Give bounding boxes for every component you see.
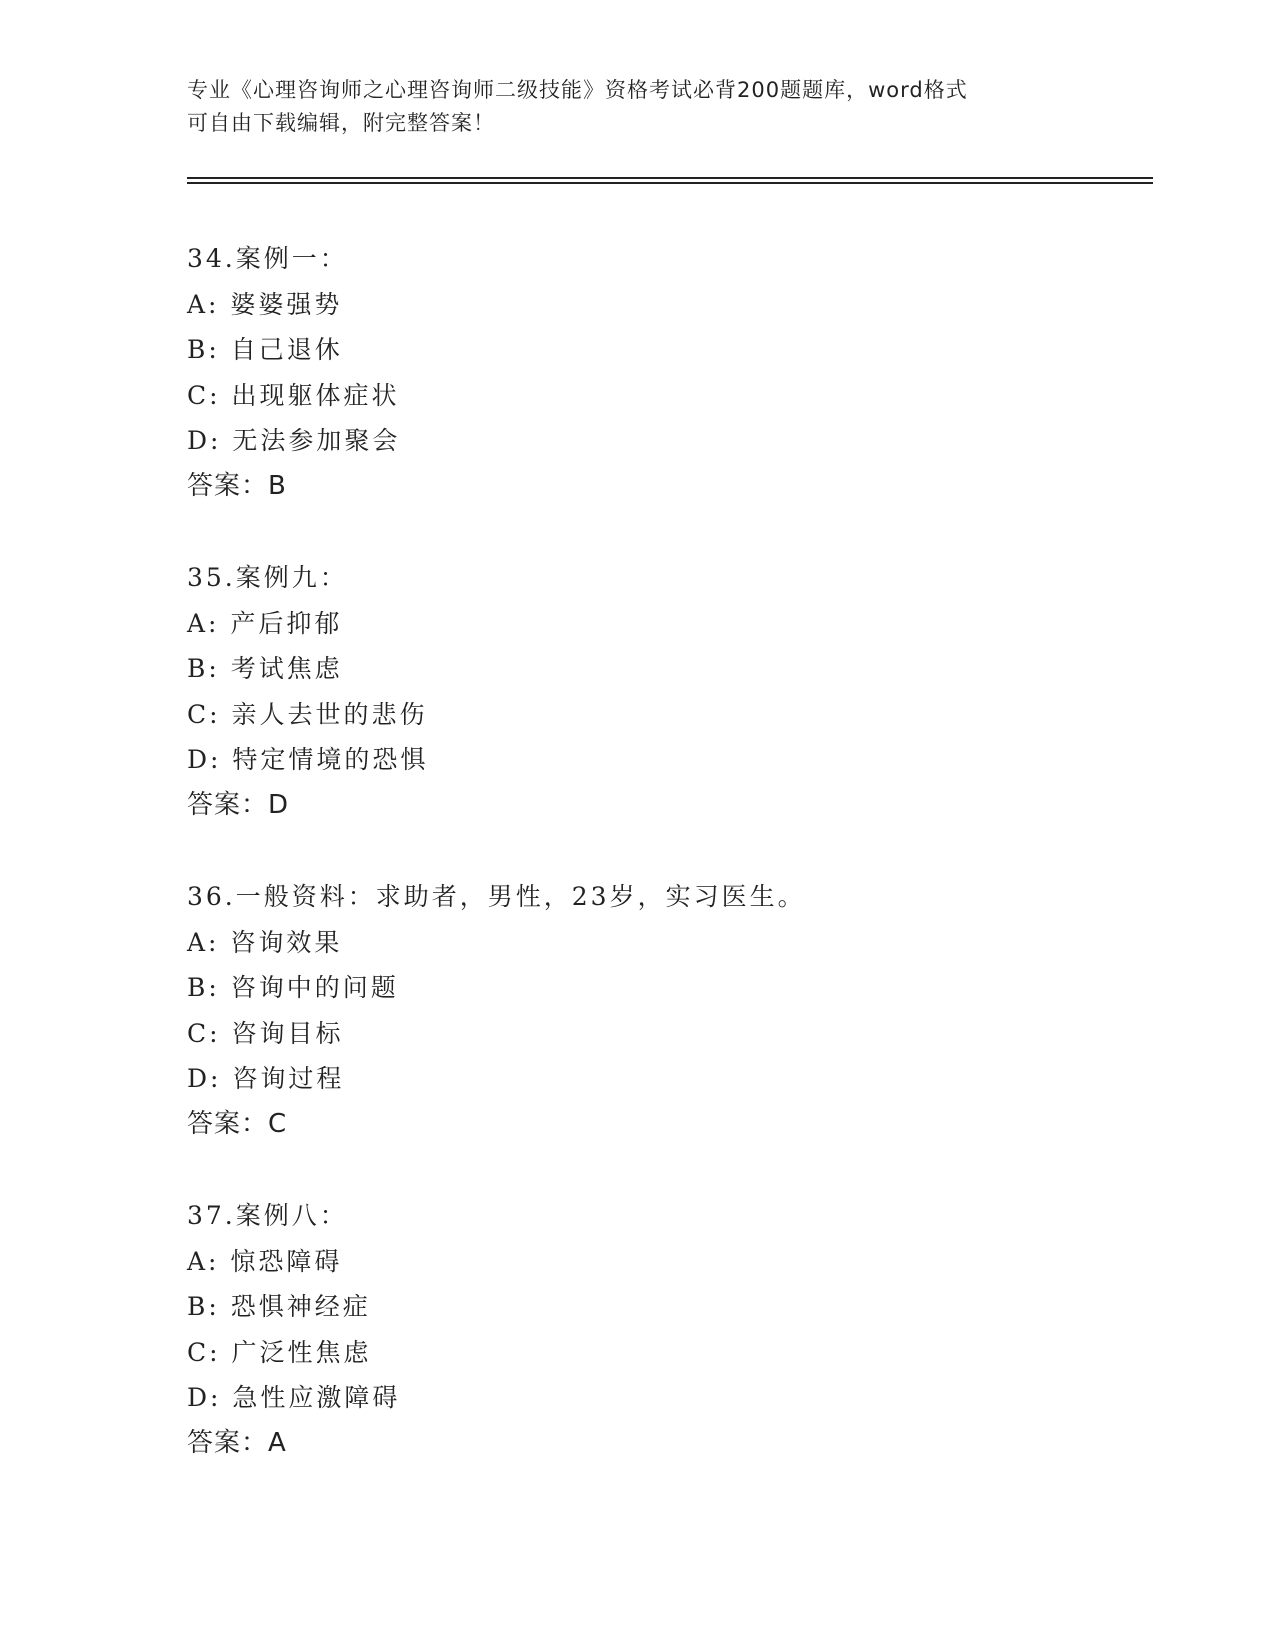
- answer-line: 答案：C: [187, 1108, 288, 1139]
- option-a: A: 婆婆强势: [187, 289, 343, 319]
- question-36: [187, 874, 1147, 1193]
- question-stem: 35.案例九：: [187, 563, 348, 592]
- document-header: [187, 74, 1087, 140]
- option-c: C: 咨询目标: [187, 1018, 344, 1048]
- option-a: A: 咨询效果: [187, 927, 343, 957]
- option-a: A: 产后抑郁: [187, 608, 343, 638]
- question-34: [187, 236, 1147, 555]
- header-divider-bottom: [187, 182, 1153, 184]
- header-divider-top: [187, 177, 1153, 179]
- answer-line: 答案：A: [187, 1427, 287, 1458]
- option-b: B: 自己退休: [187, 335, 343, 364]
- question-stem: 34.案例一：: [187, 244, 348, 273]
- question-stem: 37.案例八：: [187, 1201, 348, 1230]
- option-d: D: 无法参加聚会: [187, 426, 401, 455]
- answer-line: 答案：B: [187, 470, 287, 501]
- option-c: C: 亲人去世的悲伤: [187, 699, 428, 729]
- option-b: B: 咨询中的问题: [187, 973, 399, 1002]
- question-list: [187, 236, 1147, 1512]
- option-c: C: 广泛性焦虑: [187, 1337, 372, 1367]
- question-35: [187, 555, 1147, 874]
- option-c: C: 出现躯体症状: [187, 380, 400, 410]
- option-b: B: 恐惧神经症: [187, 1292, 371, 1321]
- option-d: D: 咨询过程: [187, 1064, 345, 1093]
- option-d: D: 特定情境的恐惧: [187, 745, 429, 774]
- header-title-line-2: 可自由下载编辑，附完整答案！: [187, 111, 495, 135]
- option-b: B: 考试焦虑: [187, 654, 343, 683]
- option-a: A: 惊恐障碍: [187, 1246, 343, 1276]
- option-d: D: 急性应激障碍: [187, 1383, 401, 1412]
- header-title-line-1: 专业《心理咨询师之心理咨询师二级技能》资格考试必背200题题库，word格式: [187, 78, 968, 102]
- question-37: [187, 1193, 1147, 1512]
- question-stem: 36.一般资料：求助者，男性，23岁，实习医生。: [187, 882, 806, 911]
- answer-line: 答案：D: [187, 789, 290, 820]
